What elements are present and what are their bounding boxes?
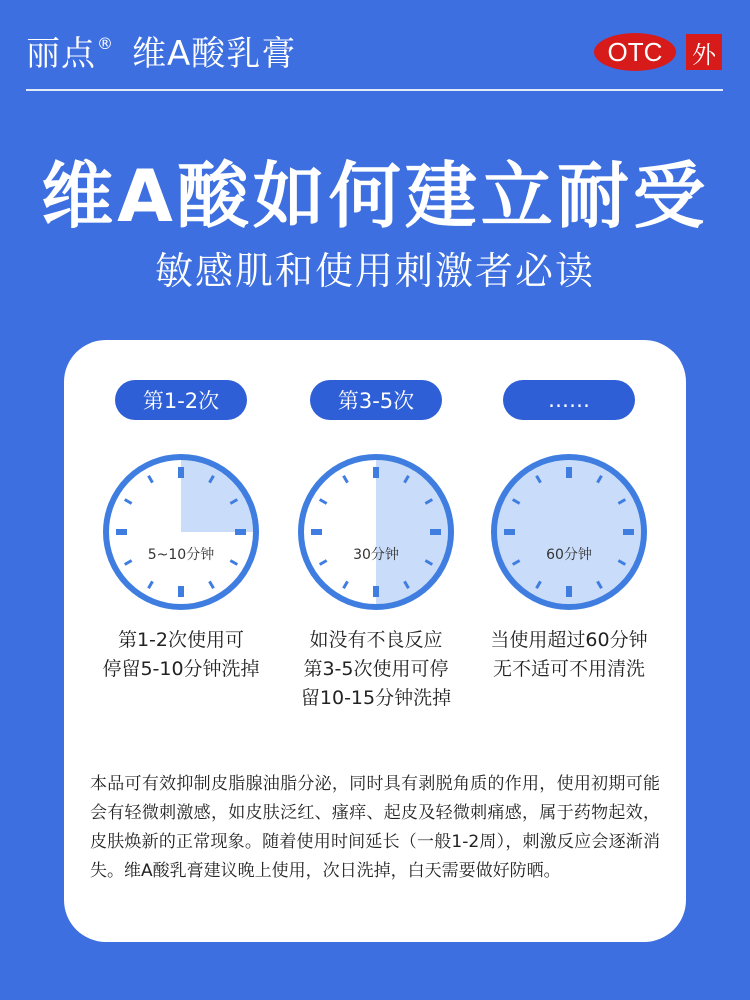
caption-line: 第3-5次使用可停: [303, 658, 449, 680]
clock-fill: [181, 460, 253, 532]
caption-line: 留10-15分钟洗掉: [300, 687, 452, 709]
caption-line: 第1-2次使用可: [117, 629, 245, 651]
stage-3-pill: ……: [503, 380, 635, 420]
registered-mark: ®: [97, 34, 114, 53]
info-card: [64, 340, 686, 942]
caption-line: 停留5-10分钟洗掉: [102, 658, 260, 680]
clock-icon-stage-1: [99, 450, 263, 614]
brand-title: [26, 26, 296, 75]
stage-2-pill: 第3-5次: [310, 380, 442, 420]
clock-label: 60分钟: [546, 547, 592, 563]
external-use-badge: 外: [686, 34, 722, 70]
caption-line: 无不适可不用清洗: [492, 658, 645, 680]
page-subtitle: 敏感肌和使用刺激者必读: [154, 249, 595, 293]
caption-line: 如没有不良反应: [309, 629, 443, 651]
description-paragraph: 本品可有效抑制皮脂腺油脂分泌，同时具有剥脱角质的作用，使用初期可能会有轻微刺激感，如皮肤泛红、瘙痒、起皮及轻微刺痛感，属于药物起效，皮肤焕新的正常现象。随着使用时间延长（一般1-2周），刺激反应会逐渐消失。维A酸乳膏建议晚上使用，次日洗掉，白天需要做好防晒。: [90, 774, 660, 881]
clock-label: 5~10分钟: [147, 547, 215, 563]
stage-1-pill: 第1-2次: [115, 380, 247, 420]
clock-icon-stage-3: [487, 450, 651, 614]
stage-1-caption: [81, 626, 281, 684]
brand-name: 丽点: [26, 34, 96, 74]
stage-3-caption: [469, 626, 669, 684]
caption-line: 当使用超过60分钟: [490, 629, 648, 651]
header-bar: [0, 0, 750, 88]
page-title: 维A酸如何建立耐受: [41, 154, 709, 238]
stage-2-caption: [276, 626, 476, 713]
clock-label: 30分钟: [353, 547, 399, 563]
header-divider: [26, 89, 723, 91]
clock-fill: [497, 460, 641, 604]
product-name: 维A酸乳膏: [132, 34, 297, 74]
otc-badge: OTC: [594, 33, 676, 71]
clock-icon-stage-2: [294, 450, 458, 614]
